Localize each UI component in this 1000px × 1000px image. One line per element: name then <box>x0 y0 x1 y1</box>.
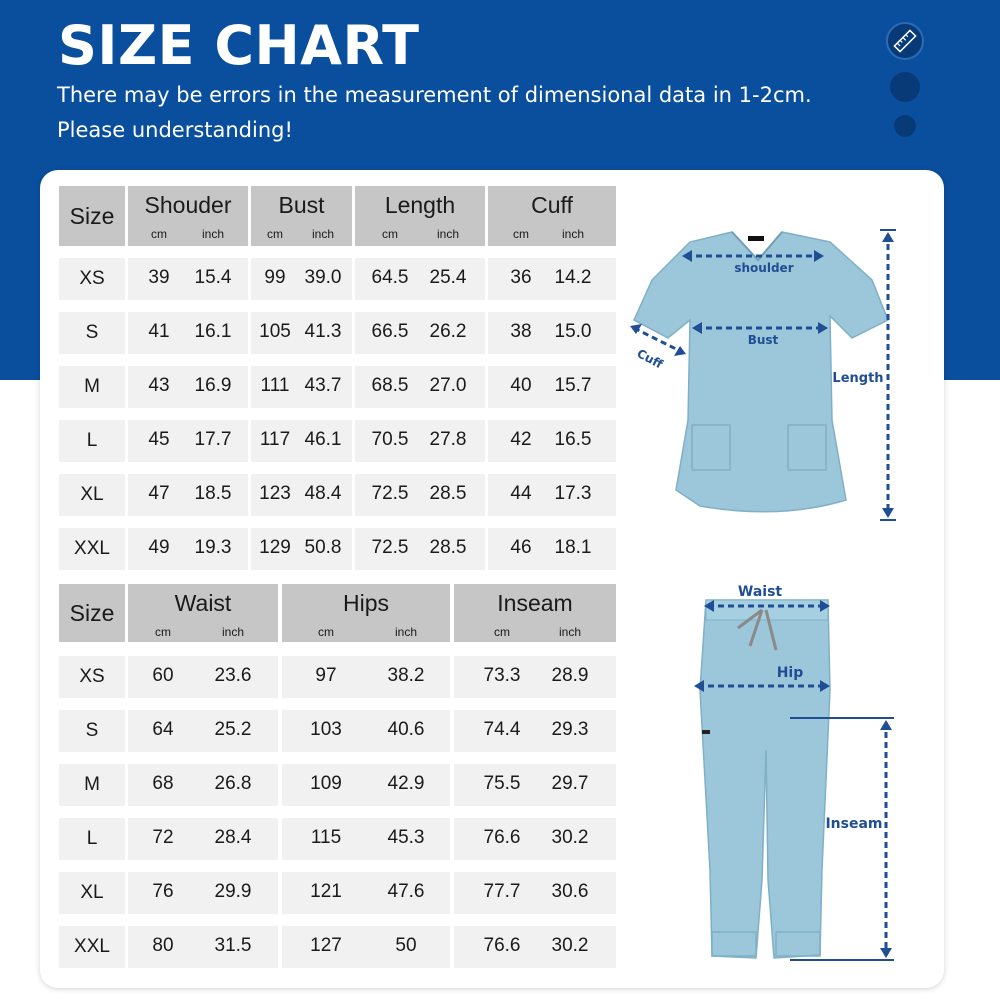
unit-cm-label: cm <box>267 227 283 241</box>
value-inch: 43.7 <box>304 375 342 396</box>
value-inch: 30.2 <box>551 935 589 956</box>
value-inch: 16.5 <box>554 429 592 450</box>
column-header-label: Shouder <box>144 192 232 218</box>
value-inch: 25.2 <box>214 719 252 740</box>
value-cm: 73.3 <box>483 665 521 686</box>
table-row-cell <box>454 872 616 914</box>
value-cm: 43 <box>148 375 170 396</box>
table-row-cell <box>488 420 616 462</box>
disclaimer-line-2: Please understanding! <box>57 118 293 142</box>
value-cm: 46 <box>510 537 532 558</box>
value-inch: 38.2 <box>387 665 425 686</box>
size-cell: M <box>59 764 125 806</box>
value-inch: 16.9 <box>194 375 232 396</box>
value-cm: 47 <box>148 483 170 504</box>
size-cell: M <box>59 366 125 408</box>
size-cell: S <box>59 312 125 354</box>
table-row-cell <box>488 366 616 408</box>
value-inch: 27.0 <box>429 375 467 396</box>
unit-inch-label: inch <box>311 227 335 241</box>
value-cm: 109 <box>310 773 342 794</box>
value-cm: 60 <box>152 665 174 686</box>
scrub-pants-illustration <box>690 580 910 970</box>
value-cm: 40 <box>510 375 532 396</box>
value-cm: 72.5 <box>371 537 409 558</box>
value-inch: 29.9 <box>214 881 252 902</box>
size-cell: L <box>59 818 125 860</box>
value-cm: 115 <box>310 827 342 848</box>
size-cell: S <box>59 710 125 752</box>
table-row-cell <box>454 710 616 752</box>
size-column-header: Size <box>59 584 125 642</box>
value-cm: 117 <box>259 429 291 450</box>
unit-inch-label: inch <box>436 227 460 241</box>
column-group-hips <box>282 584 450 642</box>
value-inch: 14.2 <box>554 267 592 288</box>
length-label: Length <box>832 371 884 386</box>
unit-cm-label: cm <box>155 625 171 639</box>
table-row-cell <box>282 656 450 698</box>
value-cm: 64 <box>152 719 174 740</box>
value-cm: 39 <box>148 267 170 288</box>
bust-label: Bust <box>747 333 779 347</box>
inseam-label: Inseam <box>825 816 883 832</box>
value-inch: 28.9 <box>551 665 589 686</box>
value-cm: 68 <box>152 773 174 794</box>
table-row-cell <box>282 818 450 860</box>
value-cm: 77.7 <box>483 881 521 902</box>
value-cm: 75.5 <box>483 773 521 794</box>
unit-inch-label: inch <box>558 625 582 639</box>
value-inch: 46.1 <box>304 429 342 450</box>
table-row-cell <box>282 710 450 752</box>
value-cm: 111 <box>260 375 290 396</box>
value-inch: 15.4 <box>194 267 232 288</box>
value-inch: 28.4 <box>214 827 252 848</box>
value-inch: 16.1 <box>194 321 232 342</box>
value-cm: 76.6 <box>483 935 521 956</box>
value-cm: 103 <box>310 719 342 740</box>
unit-inch-label: inch <box>561 227 585 241</box>
value-inch: 15.7 <box>554 375 592 396</box>
value-cm: 72.5 <box>371 483 409 504</box>
table-row-cell <box>282 872 450 914</box>
column-header-label: Bust <box>278 192 325 218</box>
value-inch: 27.8 <box>429 429 467 450</box>
value-cm: 70.5 <box>371 429 409 450</box>
value-inch: 45.3 <box>387 827 425 848</box>
table-row-cell <box>128 926 278 968</box>
unit-cm-label: cm <box>382 227 398 241</box>
table-row-cell <box>128 872 278 914</box>
value-cm: 129 <box>259 537 291 558</box>
size-cell: XL <box>59 474 125 516</box>
size-cell: L <box>59 420 125 462</box>
value-inch: 48.4 <box>304 483 342 504</box>
page-title: SIZE CHART <box>58 14 420 77</box>
column-group-bust <box>251 186 352 246</box>
unit-inch-label: inch <box>394 625 418 639</box>
value-inch: 42.9 <box>387 773 425 794</box>
table-row-cell <box>488 312 616 354</box>
unit-cm-label: cm <box>151 227 167 241</box>
column-header-label: Cuff <box>531 192 573 218</box>
table-row-cell <box>128 710 278 752</box>
column-header-label: Length <box>384 192 456 218</box>
value-inch: 17.3 <box>554 483 592 504</box>
value-inch: 50 <box>395 935 417 956</box>
table-row-cell <box>454 926 616 968</box>
value-inch: 41.3 <box>304 321 342 342</box>
value-cm: 76 <box>152 881 174 902</box>
value-cm: 45 <box>148 429 170 450</box>
table-row-cell <box>488 258 616 300</box>
unit-inch-label: inch <box>221 625 245 639</box>
value-cm: 66.5 <box>371 321 409 342</box>
table-row-cell <box>488 474 616 516</box>
value-inch: 50.8 <box>304 537 342 558</box>
value-inch: 47.6 <box>387 881 425 902</box>
scrub-top-illustration <box>620 220 910 530</box>
disclaimer-line-1: There may be errors in the measurement of dimensional data in 1-2cm. <box>57 83 812 107</box>
size-cell: XL <box>59 872 125 914</box>
value-cm: 123 <box>259 483 291 504</box>
value-inch: 31.5 <box>214 935 252 956</box>
unit-cm-label: cm <box>318 625 334 639</box>
value-cm: 72 <box>152 827 174 848</box>
value-cm: 36 <box>510 267 532 288</box>
scrub-pants-shape <box>700 600 830 958</box>
decor-dot <box>894 115 916 137</box>
value-inch: 29.7 <box>551 773 589 794</box>
size-cell: XXL <box>59 528 125 570</box>
table-row-cell <box>282 926 450 968</box>
column-group-cuff <box>488 186 616 246</box>
table-row-cell <box>128 764 278 806</box>
value-cm: 42 <box>510 429 532 450</box>
value-cm: 64.5 <box>371 267 409 288</box>
value-inch: 26.8 <box>214 773 252 794</box>
value-inch: 30.6 <box>551 881 589 902</box>
value-cm: 97 <box>315 665 337 686</box>
unit-cm-label: cm <box>494 625 510 639</box>
value-cm: 68.5 <box>371 375 409 396</box>
value-inch: 29.3 <box>551 719 589 740</box>
hip-label: Hip <box>776 665 804 681</box>
value-inch: 28.5 <box>429 537 467 558</box>
value-cm: 76.6 <box>483 827 521 848</box>
column-header-label: Inseam <box>497 590 573 616</box>
cuff-label: Cuff <box>634 346 666 372</box>
decor-dot <box>890 72 920 102</box>
column-header-label: Waist <box>174 590 232 616</box>
unit-inch-label: inch <box>201 227 225 241</box>
value-cm: 80 <box>152 935 174 956</box>
table-row-cell <box>454 818 616 860</box>
size-cell: XS <box>59 258 125 300</box>
table-row-cell <box>128 818 278 860</box>
value-inch: 18.5 <box>194 483 232 504</box>
value-inch: 18.1 <box>554 537 592 558</box>
table-row-cell <box>488 528 616 570</box>
table-row-cell <box>454 656 616 698</box>
column-group-length <box>355 186 485 246</box>
column-group-inseam <box>454 584 616 642</box>
size-cell: XS <box>59 656 125 698</box>
value-inch: 19.3 <box>194 537 232 558</box>
shoulder-label: shoulder <box>734 261 794 275</box>
value-cm: 41 <box>148 321 170 342</box>
value-cm: 121 <box>310 881 342 902</box>
table-row-cell <box>454 764 616 806</box>
table-row-cell <box>128 656 278 698</box>
value-inch: 23.6 <box>214 665 252 686</box>
value-cm: 99 <box>264 267 286 288</box>
column-group-shouder <box>128 186 248 246</box>
value-inch: 39.0 <box>304 267 342 288</box>
value-cm: 38 <box>510 321 532 342</box>
waist-label: Waist <box>737 584 783 600</box>
table-row-cell <box>282 764 450 806</box>
value-cm: 49 <box>148 537 170 558</box>
size-column-header: Size <box>59 186 125 246</box>
value-inch: 40.6 <box>387 719 425 740</box>
value-inch: 17.7 <box>194 429 232 450</box>
value-cm: 74.4 <box>483 719 521 740</box>
value-inch: 15.0 <box>554 321 592 342</box>
value-inch: 26.2 <box>429 321 467 342</box>
value-cm: 44 <box>510 483 532 504</box>
column-group-waist <box>128 584 278 642</box>
value-cm: 127 <box>310 935 342 956</box>
unit-cm-label: cm <box>513 227 529 241</box>
value-cm: 105 <box>259 321 291 342</box>
ruler-icon <box>886 22 924 60</box>
column-header-label: Hips <box>342 590 389 616</box>
value-inch: 25.4 <box>429 267 467 288</box>
value-inch: 30.2 <box>551 827 589 848</box>
size-cell: XXL <box>59 926 125 968</box>
value-inch: 28.5 <box>429 483 467 504</box>
